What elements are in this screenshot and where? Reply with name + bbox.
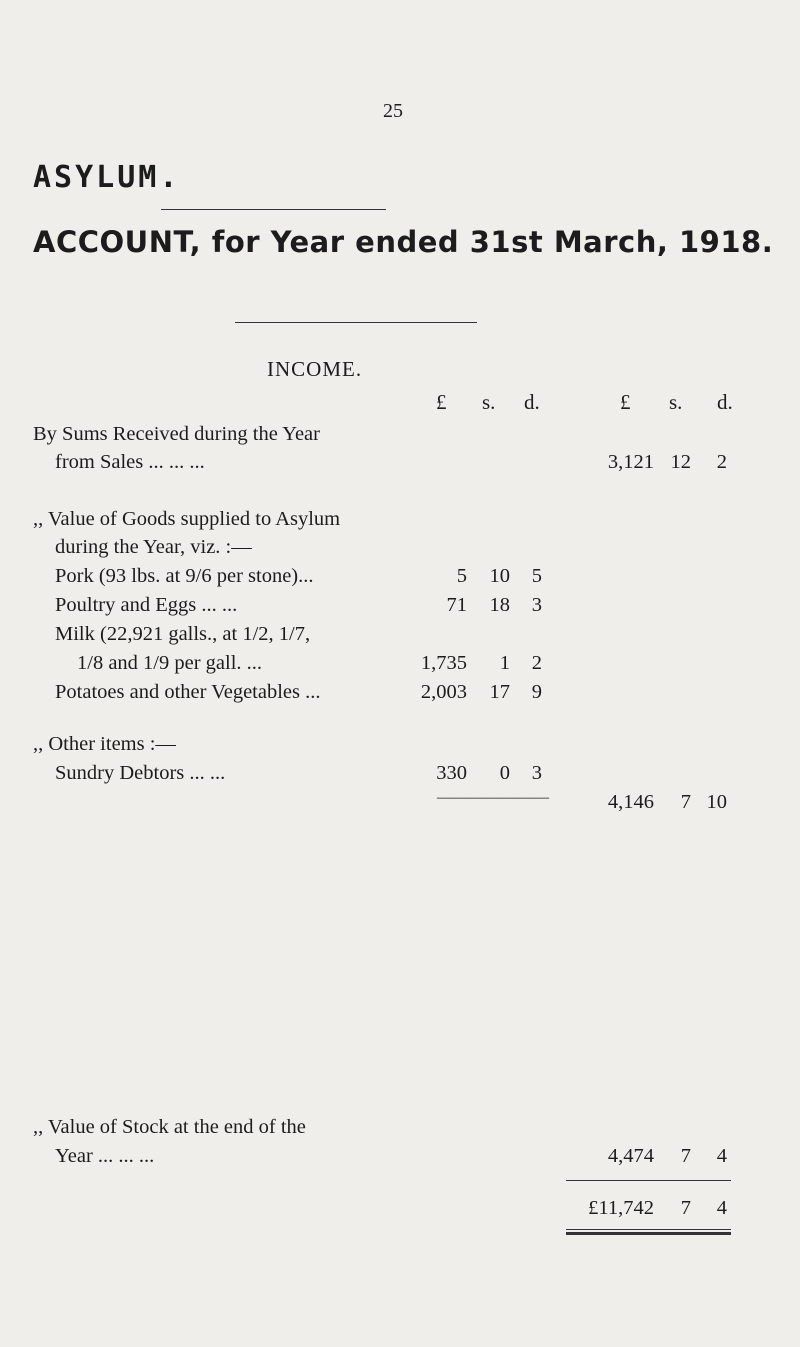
col-head-inner-pence: d.: [524, 390, 540, 414]
col-head-outer-shillings: s.: [669, 390, 683, 414]
rule-below-total-thick: [566, 1232, 731, 1235]
goods-item-pounds: 2,003: [420, 681, 467, 703]
goods-item-pounds: 71: [446, 594, 467, 616]
other-total-pence: 10: [706, 791, 727, 813]
goods-item-pence: 3: [531, 594, 542, 616]
stock-pounds: 4,474: [607, 1145, 654, 1167]
grand-total-shillings: 7: [680, 1197, 691, 1219]
col-head-outer-pounds: £: [620, 390, 631, 414]
rule-below-total-thin: [566, 1229, 731, 1230]
goods-item-shillings: 10: [489, 565, 510, 587]
sales-line-2: from Sales ... ... ...: [55, 451, 205, 473]
rule-above-total: [566, 1180, 731, 1181]
sales-pounds: 3,121: [607, 451, 654, 473]
other-line-1: ,, Other items :—: [33, 733, 176, 755]
rule-under-subtitle: [235, 322, 477, 323]
other-total-shillings: 7: [680, 791, 691, 813]
other-pounds: 330: [436, 762, 467, 784]
col-head-inner-pounds: £: [436, 390, 447, 414]
section-title: INCOME.: [267, 357, 363, 381]
rule-under-heading: [161, 209, 386, 210]
goods-item-shillings: 18: [489, 594, 510, 616]
sales-pence: 2: [716, 451, 727, 473]
goods-item-label: Potatoes and other Vegetables ...: [55, 681, 321, 703]
sales-shillings: 12: [670, 451, 691, 473]
goods-item-pence: 9: [531, 681, 542, 703]
stock-line-2: Year ... ... ...: [55, 1145, 155, 1167]
goods-item-label: Poultry and Eggs ... ...: [55, 594, 238, 616]
goods-item-label: 1/8 and 1/9 per gall. ...: [77, 652, 263, 674]
grand-total-pence: 4: [716, 1197, 727, 1219]
page-number: 25: [383, 100, 403, 122]
goods-line-1: ,, Value of Goods supplied to Asylum: [33, 508, 341, 530]
heading: ASYLUM.: [33, 160, 181, 195]
goods-line-2: during the Year, viz. :—: [55, 536, 252, 558]
sales-line-1: By Sums Received during the Year: [33, 423, 320, 445]
goods-item-pence: 2: [531, 652, 542, 674]
account-subtitle: ACCOUNT, for Year ended 31st March, 1918.: [33, 225, 774, 259]
other-total-pounds: 4,146: [607, 791, 654, 813]
goods-item-label: Milk (22,921 galls., at 1/2, 1/7,: [55, 623, 311, 645]
stock-pence: 4: [716, 1145, 727, 1167]
stock-shillings: 7: [680, 1145, 691, 1167]
other-pence: 3: [531, 762, 542, 784]
other-shillings: 0: [499, 762, 510, 784]
other-dash: ———————: [437, 789, 549, 806]
goods-item-label: Pork (93 lbs. at 9/6 per stone)...: [55, 565, 314, 587]
other-item-label: Sundry Debtors ... ...: [55, 762, 226, 784]
grand-total-pounds: £11,742: [588, 1197, 654, 1219]
goods-item-pence: 5: [531, 565, 542, 587]
stock-line-1: ,, Value of Stock at the end of the: [33, 1116, 306, 1138]
goods-item-pounds: 1,735: [420, 652, 467, 674]
goods-item-shillings: 17: [489, 681, 510, 703]
col-head-outer-pence: d.: [717, 390, 733, 414]
col-head-inner-shillings: s.: [482, 390, 496, 414]
goods-item-shillings: 1: [499, 652, 510, 674]
goods-item-pounds: 5: [456, 565, 467, 587]
